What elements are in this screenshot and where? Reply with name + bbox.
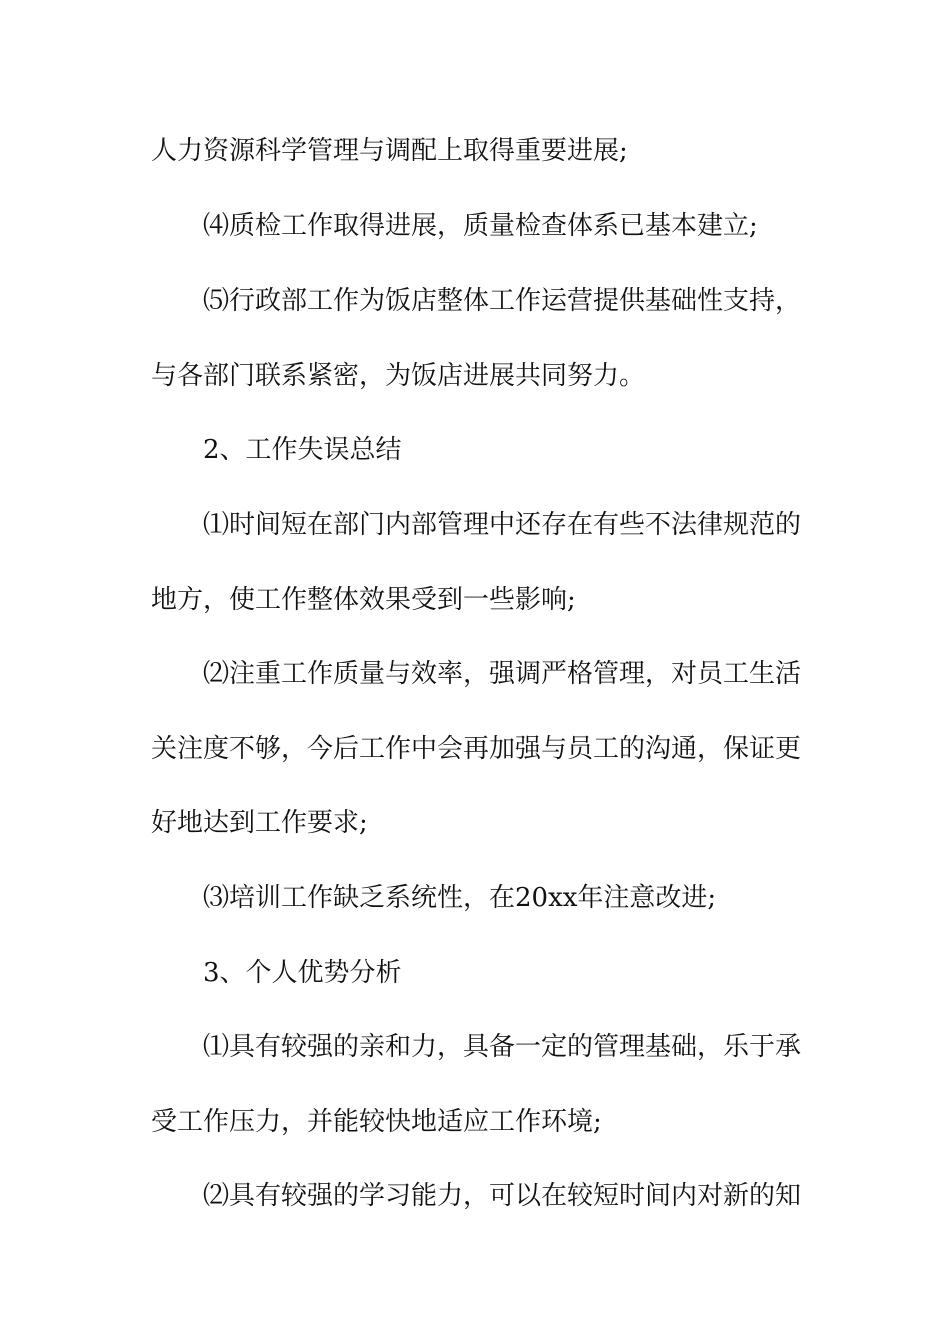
text-line: ⑴具有较强的亲和力，具备一定的管理基础，乐于承 <box>203 1032 802 1062</box>
text-line: 地方，使工作整体效果受到一些影响; <box>151 585 576 615</box>
text-line: 好地达到工作要求; <box>151 808 368 838</box>
text-line: ⑸行政部工作为饭店整体工作运营提供基础性支持， <box>203 286 802 316</box>
text-line: 与各部门联系紧密，为饭店进展共同努力。 <box>151 361 646 391</box>
text-line: 受工作压力，并能较快地适应工作环境; <box>151 1107 602 1137</box>
text-line: ⑷质检工作取得进展，质量检查体系已基本建立; <box>203 211 758 241</box>
text-line: ⑵具有较强的学习能力，可以在较短时间内对新的知 <box>203 1181 802 1211</box>
text-line: 人力资源科学管理与调配上取得重要进展; <box>151 136 628 166</box>
text-line: ⑴时间短在部门内部管理中还存在有些不法律规范的 <box>203 510 802 540</box>
section-heading: 3、个人优势分析 <box>203 958 402 988</box>
text-line: ⑶培训工作缺乏系统性，在20xx年注意改进; <box>203 883 717 913</box>
text-line: ⑵注重工作质量与效率，强调严格管理，对员工生活 <box>203 659 802 689</box>
section-heading: 2、工作失误总结 <box>203 435 402 465</box>
text-line: 关注度不够，今后工作中会再加强与员工的沟通，保证更 <box>151 734 802 764</box>
